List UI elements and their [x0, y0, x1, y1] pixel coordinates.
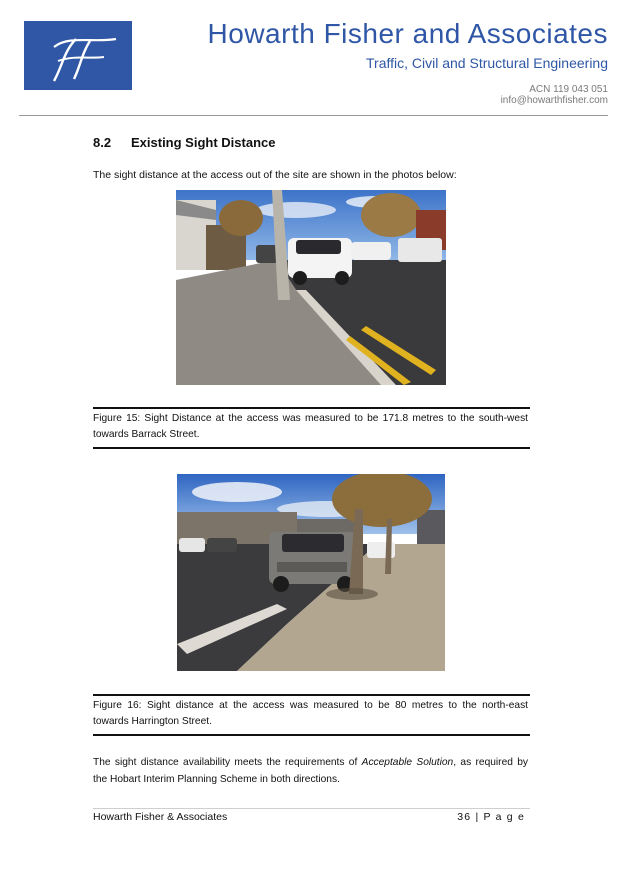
footer-company: Howarth Fisher & Associates [93, 811, 228, 823]
sight-distance-photo-south-west [176, 190, 446, 385]
figure-16-top-rule [93, 694, 530, 696]
figure-15-bottom-rule [93, 447, 530, 449]
conclusion-text-end: , as required by [453, 757, 529, 768]
company-logo [24, 21, 132, 90]
figure-15-caption-line1: Figure 15: Sight Distance at the access was measured to be 171.8 metres to the south-west [93, 413, 528, 424]
footer-divider [93, 808, 530, 809]
page-number: 36 | P a g e [457, 811, 525, 823]
header-divider [19, 115, 608, 116]
section-intro: The sight distance at the access out of the site are shown in the photos below: [93, 169, 457, 181]
conclusion-text-start: The sight distance availability meets the requirements of [93, 757, 362, 768]
figure-15-caption [93, 411, 528, 443]
conclusion-line1 [93, 754, 528, 771]
company-name: Howarth Fisher and Associates [207, 18, 608, 49]
company-acn: ACN 119 043 051 [529, 84, 608, 95]
figure-15-caption-line2: towards Barrack Street. [93, 429, 200, 440]
figure-16-caption-line1: Figure 16: Sight distance at the access was measured to be 80 metres to the north-east [93, 700, 528, 711]
figure-16-caption-line2: towards Harrington Street. [93, 716, 212, 727]
conclusion-paragraph [93, 754, 528, 788]
company-email[interactable]: info@howarthfisher.com [500, 95, 608, 106]
company-tagline: Traffic, Civil and Structural Engineering [366, 55, 608, 71]
sight-distance-photo-north-east [177, 474, 445, 671]
figure-15-top-rule [93, 407, 530, 409]
section-number: 8.2 [93, 135, 112, 150]
figure-16-caption [93, 698, 528, 730]
section-title: Existing Sight Distance [131, 135, 276, 150]
figure-16-bottom-rule [93, 734, 530, 736]
conclusion-line2: the Hobart Interim Planning Scheme in both directions. [93, 774, 340, 785]
conclusion-emphasis: Acceptable Solution [361, 757, 454, 768]
